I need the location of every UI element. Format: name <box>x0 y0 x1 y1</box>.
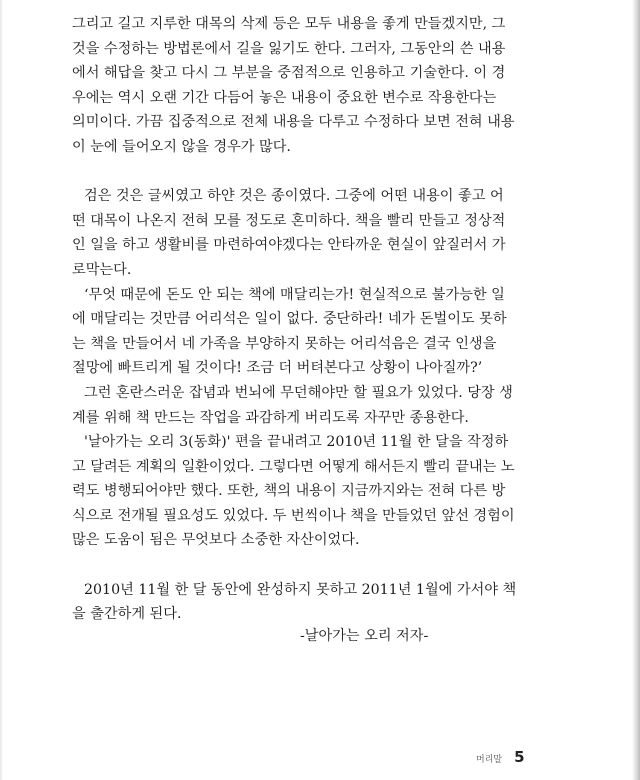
paragraph-gap <box>72 553 572 578</box>
text-line: 그리고 길고 지루한 대목의 삭제 등은 모두 내용을 좋게 만들겠지만, 그 <box>72 16 506 32</box>
text-line: 그런 혼란스러운 잡념과 번뇌에 무던해야만 할 필요가 있었다. 당장 생 <box>84 384 513 401</box>
text-line: ‘무엇 때문에 돈도 안 되는 책에 매달리는가! 현실적으로 불가능한 일 <box>84 286 505 303</box>
author-signature: -날아가는 오리 저자- <box>300 628 429 644</box>
text-line: 의미이다. 가끔 집중적으로 전체 내용을 다루고 수정하다 보면 전혀 내용 <box>72 114 515 131</box>
text-line: 력도 병행되어야만 했다. 또한, 책의 내용이 지금까지와는 전혀 다른 방 <box>72 483 506 500</box>
text-line: 을 출간하게 된다. <box>72 606 182 623</box>
text-line: 것을 수정하는 방법론에서 길을 잃기도 한다. 그러자, 그동안의 쓴 내용 <box>72 40 506 57</box>
text-line: 식으로 전개될 필요성도 있었다. 두 번씩이나 책을 만들었던 앞선 경험이 <box>72 507 515 524</box>
text-line: 2010년 11월 한 달 동안에 완성하지 못하고 2011년 1월에 가서야 책 <box>84 581 517 598</box>
text-line: '날아가는 오리 3(동화)' 편을 끝내려고 2010년 11월 한 달을 작정하 <box>84 434 509 451</box>
text-line: 계를 위해 책 만드는 작업을 과감하게 버리도록 자꾸만 종용한다. <box>72 409 469 426</box>
page-number: 5 <box>514 748 525 766</box>
text-line: 에 매달리는 것만큼 어리석은 일이 없다. 중단하라! 네가 돈벌이도 못하 <box>72 311 507 328</box>
text-line: 에서 해답을 찾고 다시 그 부분을 중점적으로 인용하고 기술한다. 이 경 <box>72 65 506 82</box>
running-footer-section: 머리말 <box>476 755 503 765</box>
body-text <box>72 12 572 627</box>
paragraph-3-quote <box>72 283 572 381</box>
paragraph-gap <box>72 160 572 185</box>
paragraph-6 <box>72 578 572 627</box>
text-line: 우에는 역시 오랜 기간 다듬어 놓은 내용이 중요한 변수로 작용한다는 <box>72 89 497 106</box>
text-line: 는 책을 만들어서 네 가족을 부양하지 못하는 어리석음은 결국 인생을 <box>72 335 497 352</box>
text-line: 떤 대목이 나온지 전혀 모를 정도로 혼미하다. 책을 빨리 만들고 정상적 <box>72 212 506 229</box>
page-footer <box>476 748 525 766</box>
paragraph-5 <box>72 430 572 553</box>
page-edge-left <box>0 0 3 780</box>
text-line: 많은 도움이 됨은 무엇보다 소중한 자산이었다. <box>72 532 360 549</box>
page-edge-right <box>632 0 640 780</box>
paragraph-4 <box>72 381 572 430</box>
text-line: 검은 것은 글씨였고 하얀 것은 종이였다. 그중에 어떤 내용이 좋고 어 <box>84 188 504 205</box>
paragraph-1 <box>72 12 572 160</box>
text-line: 이 눈에 들어오지 않을 경우가 많다. <box>72 138 291 155</box>
text-line: 로막는다. <box>72 261 132 278</box>
text-line: 고 달려든 계획의 일환이었다. 그렇다면 어떻게 해서든지 빨리 끝내는 노 <box>72 458 515 475</box>
text-line: 인 일을 하고 생활비를 마련하여야겠다는 안타까운 현실이 앞질러서 가 <box>72 237 506 254</box>
paragraph-2 <box>72 184 572 282</box>
text-line: 절망에 빠트리게 될 것이다! 조금 더 버텨본다고 상황이 나아질까?’ <box>72 360 483 377</box>
